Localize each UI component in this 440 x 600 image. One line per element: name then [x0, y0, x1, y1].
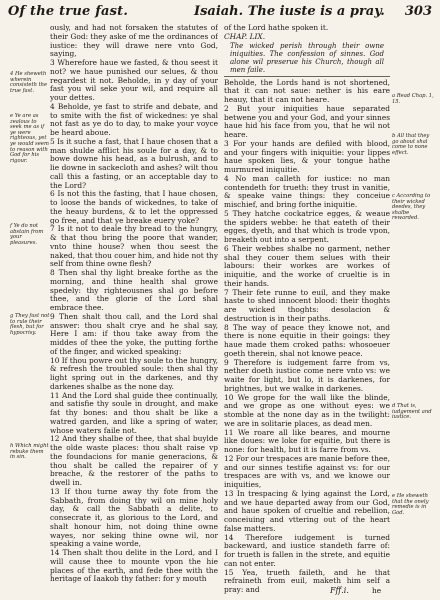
- signature-mark: Fff.i.: [330, 586, 349, 595]
- verse: 8 The way of peace they knowe not, and there is none equitie in their goings: they haue made them croked paths: whosoeuer goeth therein, shal not knowe peace.: [224, 322, 390, 358]
- margin-note: g They fast not to rule their flesh, but for hypocrisy.: [10, 313, 50, 336]
- verse: of the Lord hathe spoken it.: [224, 24, 329, 32]
- margin-note: 4 He sheweth wherein consisteth the true fast.: [10, 71, 48, 94]
- margin-note: b All that they go about shal come to none effect.: [392, 133, 430, 156]
- catchword: he: [372, 586, 382, 595]
- running-title-left: Of the true fast.: [8, 4, 129, 19]
- right-margin-notes: [392, 24, 434, 584]
- divider: [224, 76, 390, 77]
- verse: Beholde, the Lords hand is not shortened, that it can not saue: nether is his eare heauy, that it can not heare.: [224, 77, 390, 104]
- verse: 10 We grope for the wall like the blinde, and we grope as one without eyes: we stomble at the none day as in the twilight: we are in solitarie places, as dead men.: [224, 392, 390, 428]
- verse: 12 For our trespaces are manie before thee, and our sinnes testifie against vs: for our trespaces are with vs, and we knowe our iniquities,: [224, 453, 390, 489]
- left-margin-notes: [10, 24, 50, 584]
- margin-note: f Ye do not abstain from your pleasures.: [10, 223, 44, 246]
- verse: 3 For your hands are defiled with blood, and your fingers with iniquitie: your lippes haue spoken lies, & your tongue hathe murmured iniquitie.: [224, 138, 390, 174]
- verse: 5 They hatche cockatrice egges, & weaue the spiders webbe: he that eateth of their egges, dyeth, and that which is trode vpon, breaketh out into a serpent.: [224, 208, 390, 244]
- chapter-argument: The wicked perish through their owne iniquities. The confession of sinnes. God alone wil preserue his Church, though all men faile.: [230, 41, 384, 74]
- verse: 13 In trespacing & lying against the Lord, and we haue departed away from our God, and haue spoken of crueltie and rebellion, conceiuing and vttering out of the heart false matters.: [224, 488, 390, 533]
- verse: 3 Wherefore haue we fasted, & thou seest it not? we haue punished our selues, & thou regardest it not. Beholde, in y day of your fast you wil seke your wil, and require all your dettes.: [50, 58, 218, 102]
- running-header: [8, 4, 432, 22]
- verse: 12 And they shalbe of thee, that shal buylde the olde waste places: thou shalt raise vp the foundacions for manie generacions, & thou shalt be called the repairer of y breache, & the restorer of the paths to dwell in.: [50, 434, 218, 487]
- chapter-heading: CHAP. LIX.: [224, 31, 266, 41]
- verse: 9 Therefore is iudgement farre from vs, nether doeth iustice come nere vnto vs: we waite for light, but lo, it is darkenes, for brightnes, but we walke in darkenes.: [224, 357, 390, 393]
- verse: 4 Beholde, ye fast to strife and debate, and to smite with the fist of wickednes: ye shal not fast as ye do to day, to make your voyce be heard aboue.: [50, 101, 218, 137]
- verse: 4 No man calleth for iustice: no man contendeth for trueth: they trust in vanitie, & speake vaine things: they conceiue mischief, and bring forthe iniquitie.: [224, 173, 390, 209]
- verse: 13 If thou turne away thy fote from the Sabbath, from doing thy wil on mine holy day, & call the Sabbath a delite, to consecrate it, as glorious to the Lord, and shalt honour him, not doing thine owne wayes, nor seking thine owne wil, nor speaking a vaine worde,: [50, 486, 218, 549]
- verse: 15 Yea, trueth faileth, and he that refraineth from euil, maketh him self a pray: and: [224, 567, 390, 594]
- verse: 2 But your iniquities haue separated betwene you and your God, and your sinnes haue hid his face from you, that he wil not heare.: [224, 103, 390, 139]
- verse: 14 Therefore iudgement is turned backeward, and iustice standeth farre of: for trueth is fallen in the strete, and equitie can not enter.: [224, 532, 390, 568]
- margin-note: e Ye are as zealous to seek me as if ye were righteous, yet ye would seem to reason with God for his rigour.: [10, 113, 49, 164]
- margin-note: c According to their wicked deedes, they shalbe rewarded.: [392, 193, 431, 222]
- running-title-center: Isaiah. The iuste is a pray.: [194, 4, 385, 19]
- verse: 14 Then shalt thou delite in the Lord, and I will cause thee to mounte vpon the hie places of the earth, and fede thee with the heritage of Iaakob thy father: for y mouth: [50, 548, 218, 584]
- margin-note: d That is, iudgement and iustice.: [392, 403, 432, 421]
- margin-note: a Read Chap. 1, 15.: [392, 93, 434, 105]
- margin-note: e He sheweth that the onely remedie is in God.: [392, 493, 429, 516]
- verse: ously, and had not forsaken the statutes of their God: they aske of me the ordinances of iustice: they will drawe nere vnto God, saying,: [50, 24, 218, 59]
- verse: 7 Their fete runne to euil, and they make haste to shed innocent blood: their thoghts are wicked thoghts: desolacion & destruction is in their paths.: [224, 287, 390, 323]
- verse: 11 And the Lord shal guide thee continually, and satisfie thy soule in drought, and make fat thy bones: and thou shalt be like a watred garden, and like a spring of water, whose waters faile not.: [50, 390, 218, 435]
- verse: 6 Is not this the fasting, that I haue chosen, to loose the bands of wickednes, to take of the heauy burdens, & to let the oppressed go free, and that ye breake euery yoke?: [50, 189, 218, 225]
- verse: 10 If thou powre out thy soule to the hungry, & refresh the troubled soule: then shal thy light spring out in the darkenes, and thy darkenes shalbe as the none day.: [50, 355, 218, 391]
- verse: 9 Then shalt thou call, and the Lord shal answer: thou shalt crye and he shal say, Here I am: if thou take away from the middes of thee the yoke, the putting forthe of the finger, and wicked speaking:: [50, 311, 218, 356]
- verse: 11 We roare all like beares, and mourne like doues: we loke for equitie, but there is none: for health, but it is farre from vs.: [224, 427, 390, 454]
- left-text-column: [50, 24, 218, 594]
- verse: 8 Then shal thy light breake forthe as the morning, and thine health shal growe spedely: thy righteousnes shal go before thee, and the glorie of the Lord shal embrace thee.: [50, 268, 218, 312]
- verse: 7 Is it not to deale thy bread to the hungry, & that thou bring the poore that wander, vnto thine house? when thou seest the naked, that thou couer him, and hide not thy self from thine owne flesh?: [50, 224, 218, 269]
- verse: 5 Is it suche a fast, that I haue chosen that a man shulde afflict his soule for a day, & to bowe downe his head, as a bulrush, and to lie downe in sackecloth and ashes? wilt thou call this a fasting, or an acceptable day to the Lord?: [50, 136, 218, 190]
- verse: 6 Their webbes shalbe no garment, nether shal they couer them selues with their labours: their workes are workes of iniquitie, and the worke of crueltie is in their hands.: [224, 243, 390, 288]
- page-number: 303: [404, 4, 432, 19]
- margin-note: h Which might rebuke them in sin.: [10, 443, 49, 461]
- right-text-column: [224, 24, 390, 594]
